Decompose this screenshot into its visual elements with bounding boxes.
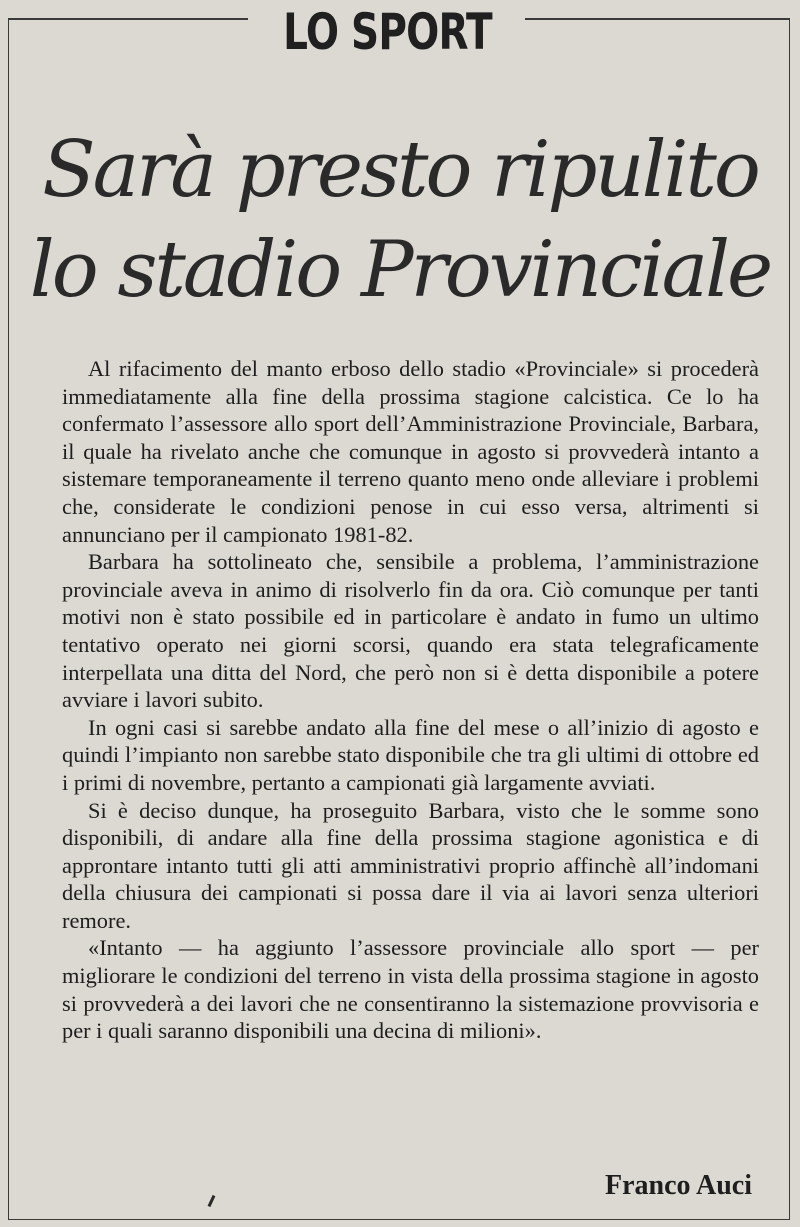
top-rule-left [8, 18, 248, 20]
top-rule-right [525, 18, 790, 20]
byline: Franco Auci [605, 1170, 752, 1201]
paragraph-5: «Intanto — ha aggiunto l’assessore provinciale allo sport — per migliorare le condizioni del terreno in vista della prossima stagione in agosto si provvederà a dei lavori che ne consentiranno la sistemazione provvisoria e per i quali saranno disponibili una decina di milioni». [62, 935, 759, 1044]
paragraph-2: Barbara ha sottolineato che, sensibile a problema, l’amministrazione provinciale aveva in animo di risolverlo fin da ora. Ciò comunque per tanti motivi non è stato possibile ed in particolare è andato in fumo un ultimo tentativo operato nei giorni scorsi, quando era stata telegraficamente interpellata una ditta del Nord, che però non si è detta disponibile a potere avviare i lavori subito. [62, 549, 759, 713]
paragraph-4: Si è deciso dunque, ha proseguito Barbara, visto che le somme sono disponibili, di andare alla fine della prossima stagione agonistica e di approntare intanto tutti gli atti amministrativi proprio affinchè all’indomani della chiusura dei campionati si possa dare il via ai lavori senza ulteriori remore. [62, 797, 759, 933]
article-body [62, 355, 759, 1045]
paragraph-1: Al rifacimento del manto erboso dello stadio «Provinciale» si procederà immediatamente alla fine della prossima stagione calcistica. Ce lo ha confermato l’assessore allo sport dell’Amministrazione Provinciale, Barbara, il quale ha rivelato anche che comunque in agosto si provvederà intanto a sistemare temporaneamente il terreno quanto meno onde alleviare i problemi che, considerate le condizioni penose in cui esso versa, altrimenti si annunciano per il campionato 1981-82. [62, 356, 759, 547]
section-title: LO SPORT [283, 3, 492, 61]
headline [20, 120, 780, 320]
headline-line-2: lo stadio Provinciale [29, 225, 771, 315]
headline-line-1: Sarà presto ripulito [42, 125, 758, 215]
paragraph-3: In ogni casi si sarebbe andato alla fine del mese o all’inizio di agosto e quindi l’impianto non sarebbe stato disponibile che tra gli ultimi di ottobre ed i primi di novembre, pertanto a campionati già largamente avviati. [62, 714, 759, 795]
